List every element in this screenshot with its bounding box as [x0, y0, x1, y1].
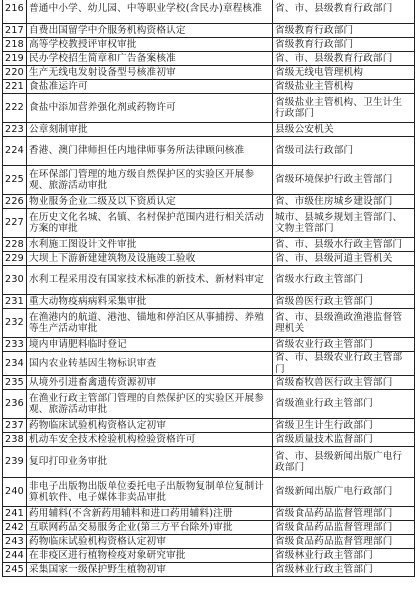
- row-number: 238: [3, 433, 27, 447]
- table-row: [3, 137, 415, 166]
- table-row: [3, 94, 415, 123]
- item-name: 民办学校招生简章和广告备案核准: [27, 52, 273, 66]
- table-row: [3, 166, 415, 195]
- item-name: 药物临床试验机构资格认定初审: [27, 419, 273, 433]
- item-name: 非电子出版物出版单位委托电子出版物复制单位复制计算机软件、电子媒体非卖品审批: [27, 478, 273, 507]
- item-name: 食盐中添加营养强化剂或药物许可: [27, 94, 273, 123]
- table-row: [3, 419, 415, 433]
- department: 省级食品药品监督管理部门: [273, 521, 415, 535]
- department: 省级盐业主管机构、卫生计生行政部门: [273, 94, 415, 123]
- department: 省级无线电管理机构: [273, 66, 415, 80]
- department: 省级教育行政部门: [273, 24, 415, 38]
- table-row: [3, 338, 415, 352]
- row-number: 233: [3, 338, 27, 352]
- item-name: 水利施工图设计文件审批: [27, 238, 273, 252]
- table-row: [3, 309, 415, 338]
- item-name: 生产无线电发射设备型号核准初审: [27, 66, 273, 80]
- item-name: 在环保部门管理的地方级自然保护区的实验区开展参观、旅游活动审批: [27, 166, 273, 195]
- item-name: 复印打印业务审批: [27, 447, 273, 478]
- table-row: [3, 390, 415, 419]
- item-name: 在渔港内的航道、港池、锚地和停泊区从事捕捞、养殖等生产活动审批: [27, 309, 273, 338]
- table-body: [3, 0, 415, 577]
- table-row: [3, 24, 415, 38]
- row-number: 226: [3, 195, 27, 209]
- table-row: [3, 123, 415, 137]
- row-number: 229: [3, 252, 27, 266]
- table-row: [3, 80, 415, 94]
- department: 城市、县城乡规划主管部门、文物主管部门: [273, 209, 415, 238]
- department: 省、市级住房城乡建设部门: [273, 195, 415, 209]
- department: 省级环境保护行政主管部门: [273, 166, 415, 195]
- item-name: 在历史文化名城、名镇、名村保护范围内进行相关活动方案的审批: [27, 209, 273, 238]
- table-row: [3, 38, 415, 52]
- table-row: [3, 507, 415, 521]
- item-name: 大坝上下游新建建筑物及设施竣工验收: [27, 252, 273, 266]
- row-number: 232: [3, 309, 27, 338]
- row-number: 231: [3, 295, 27, 309]
- item-name: 在渔业行政主管部门管理的自然保护区的实验区开展参观、旅游活动审批: [27, 390, 273, 419]
- row-number: 221: [3, 80, 27, 94]
- department: 省级渔业行政主管部门: [273, 390, 415, 419]
- table-row: [3, 433, 415, 447]
- table-row: [3, 252, 415, 266]
- row-number: 218: [3, 38, 27, 52]
- table-row: [3, 0, 415, 24]
- department: 省级食品药品监督管理部门: [273, 535, 415, 549]
- table-row: [3, 195, 415, 209]
- table-row: [3, 478, 415, 507]
- table-row: [3, 549, 415, 563]
- department: 省、市、县级教育行政部门: [273, 0, 415, 24]
- department: 省级林业行政主管部门: [273, 549, 415, 563]
- table-row: [3, 295, 415, 309]
- table-row: [3, 352, 415, 376]
- row-number: 222: [3, 94, 27, 123]
- item-name: 药用辅料(不含新药用辅料和进口药用辅料)注册: [27, 507, 273, 521]
- department: 省、市、县级农业行政主管部门: [273, 352, 415, 376]
- item-name: 采集国家一级保护野生植物初审: [27, 563, 273, 577]
- department: 省、市、县级水行政主管部门: [273, 238, 415, 252]
- table-row: [3, 66, 415, 80]
- row-number: 237: [3, 419, 27, 433]
- item-name: 普通中小学、幼儿园、中等职业学校(含民办)章程核准: [27, 0, 273, 24]
- item-name: 机动车安全技术检验机构检验资格许可: [27, 433, 273, 447]
- department: 省级食品药品监督管理部门: [273, 507, 415, 521]
- table-row: [3, 238, 415, 252]
- item-name: 香港、澳门律师担任内地律师事务所法律顾问核准: [27, 137, 273, 166]
- table-row: [3, 52, 415, 66]
- row-number: 239: [3, 447, 27, 478]
- row-number: 236: [3, 390, 27, 419]
- item-name: 物业服务企业二级及以下资质认定: [27, 195, 273, 209]
- department: 省级农业行政主管部门: [273, 338, 415, 352]
- item-name: 从境外引进畜禽遗传资源初审: [27, 376, 273, 390]
- item-name: 互联网药品交易服务企业(第三方平台除外)审批: [27, 521, 273, 535]
- row-number: 223: [3, 123, 27, 137]
- row-number: 225: [3, 166, 27, 195]
- row-number: 228: [3, 238, 27, 252]
- department: 省级司法行政部门: [273, 137, 415, 166]
- item-name: 水利工程采用没有国家技术标准的新技术、新材料审定: [27, 266, 273, 295]
- table-row: [3, 266, 415, 295]
- department: 省级兽医行政主管部门: [273, 295, 415, 309]
- item-name: 食盐准运许可: [27, 80, 273, 94]
- department: 县级公安机关: [273, 123, 415, 137]
- row-number: 234: [3, 352, 27, 376]
- item-name: 自费出国留学中介服务机构资格认定: [27, 24, 273, 38]
- table-row: [3, 376, 415, 390]
- department: 省级教育行政部门: [273, 38, 415, 52]
- department: 省级畜牧兽医行政主管部门: [273, 376, 415, 390]
- row-number: 216: [3, 0, 27, 24]
- table-row: [3, 209, 415, 238]
- table-row: [3, 563, 415, 577]
- item-name: 公章刻制审批: [27, 123, 273, 137]
- row-number: 230: [3, 266, 27, 295]
- row-number: 242: [3, 521, 27, 535]
- approval-items-table: [2, 0, 415, 577]
- row-number: 227: [3, 209, 27, 238]
- item-name: 国内农业转基因生物标识审查: [27, 352, 273, 376]
- row-number: 244: [3, 549, 27, 563]
- department: 省、市、县级新闻出版广电行政部门: [273, 447, 415, 478]
- row-number: 245: [3, 563, 27, 577]
- row-number: 243: [3, 535, 27, 549]
- department: 省级水行政主管部门: [273, 266, 415, 295]
- row-number: 217: [3, 24, 27, 38]
- row-number: 219: [3, 52, 27, 66]
- department: 省、市、县级河道主管机关: [273, 252, 415, 266]
- item-name: 境内申请肥料临时登记: [27, 338, 273, 352]
- item-name: 重大动物疫病病料采集审批: [27, 295, 273, 309]
- row-number: 224: [3, 137, 27, 166]
- department: 省、市、县级渔政渔港监督管理机关: [273, 309, 415, 338]
- department: 省级盐业主管机构: [273, 80, 415, 94]
- department: 省、市、县级教育行政部门: [273, 52, 415, 66]
- table-row: [3, 447, 415, 478]
- department: 省级新闻出版广电行政部门: [273, 478, 415, 507]
- department: 省级林业行政主管部门: [273, 563, 415, 577]
- table-row: [3, 521, 415, 535]
- department: 省级质量技术监督部门: [273, 433, 415, 447]
- row-number: 235: [3, 376, 27, 390]
- department: 省级卫生计生行政部门: [273, 419, 415, 433]
- table-row: [3, 535, 415, 549]
- item-name: 高等学校教授评审权审批: [27, 38, 273, 52]
- row-number: 240: [3, 478, 27, 507]
- item-name: 在非疫区进行植物检疫对象研究审批: [27, 549, 273, 563]
- row-number: 220: [3, 66, 27, 80]
- item-name: 药物临床试验机构资格认定初审: [27, 535, 273, 549]
- row-number: 241: [3, 507, 27, 521]
